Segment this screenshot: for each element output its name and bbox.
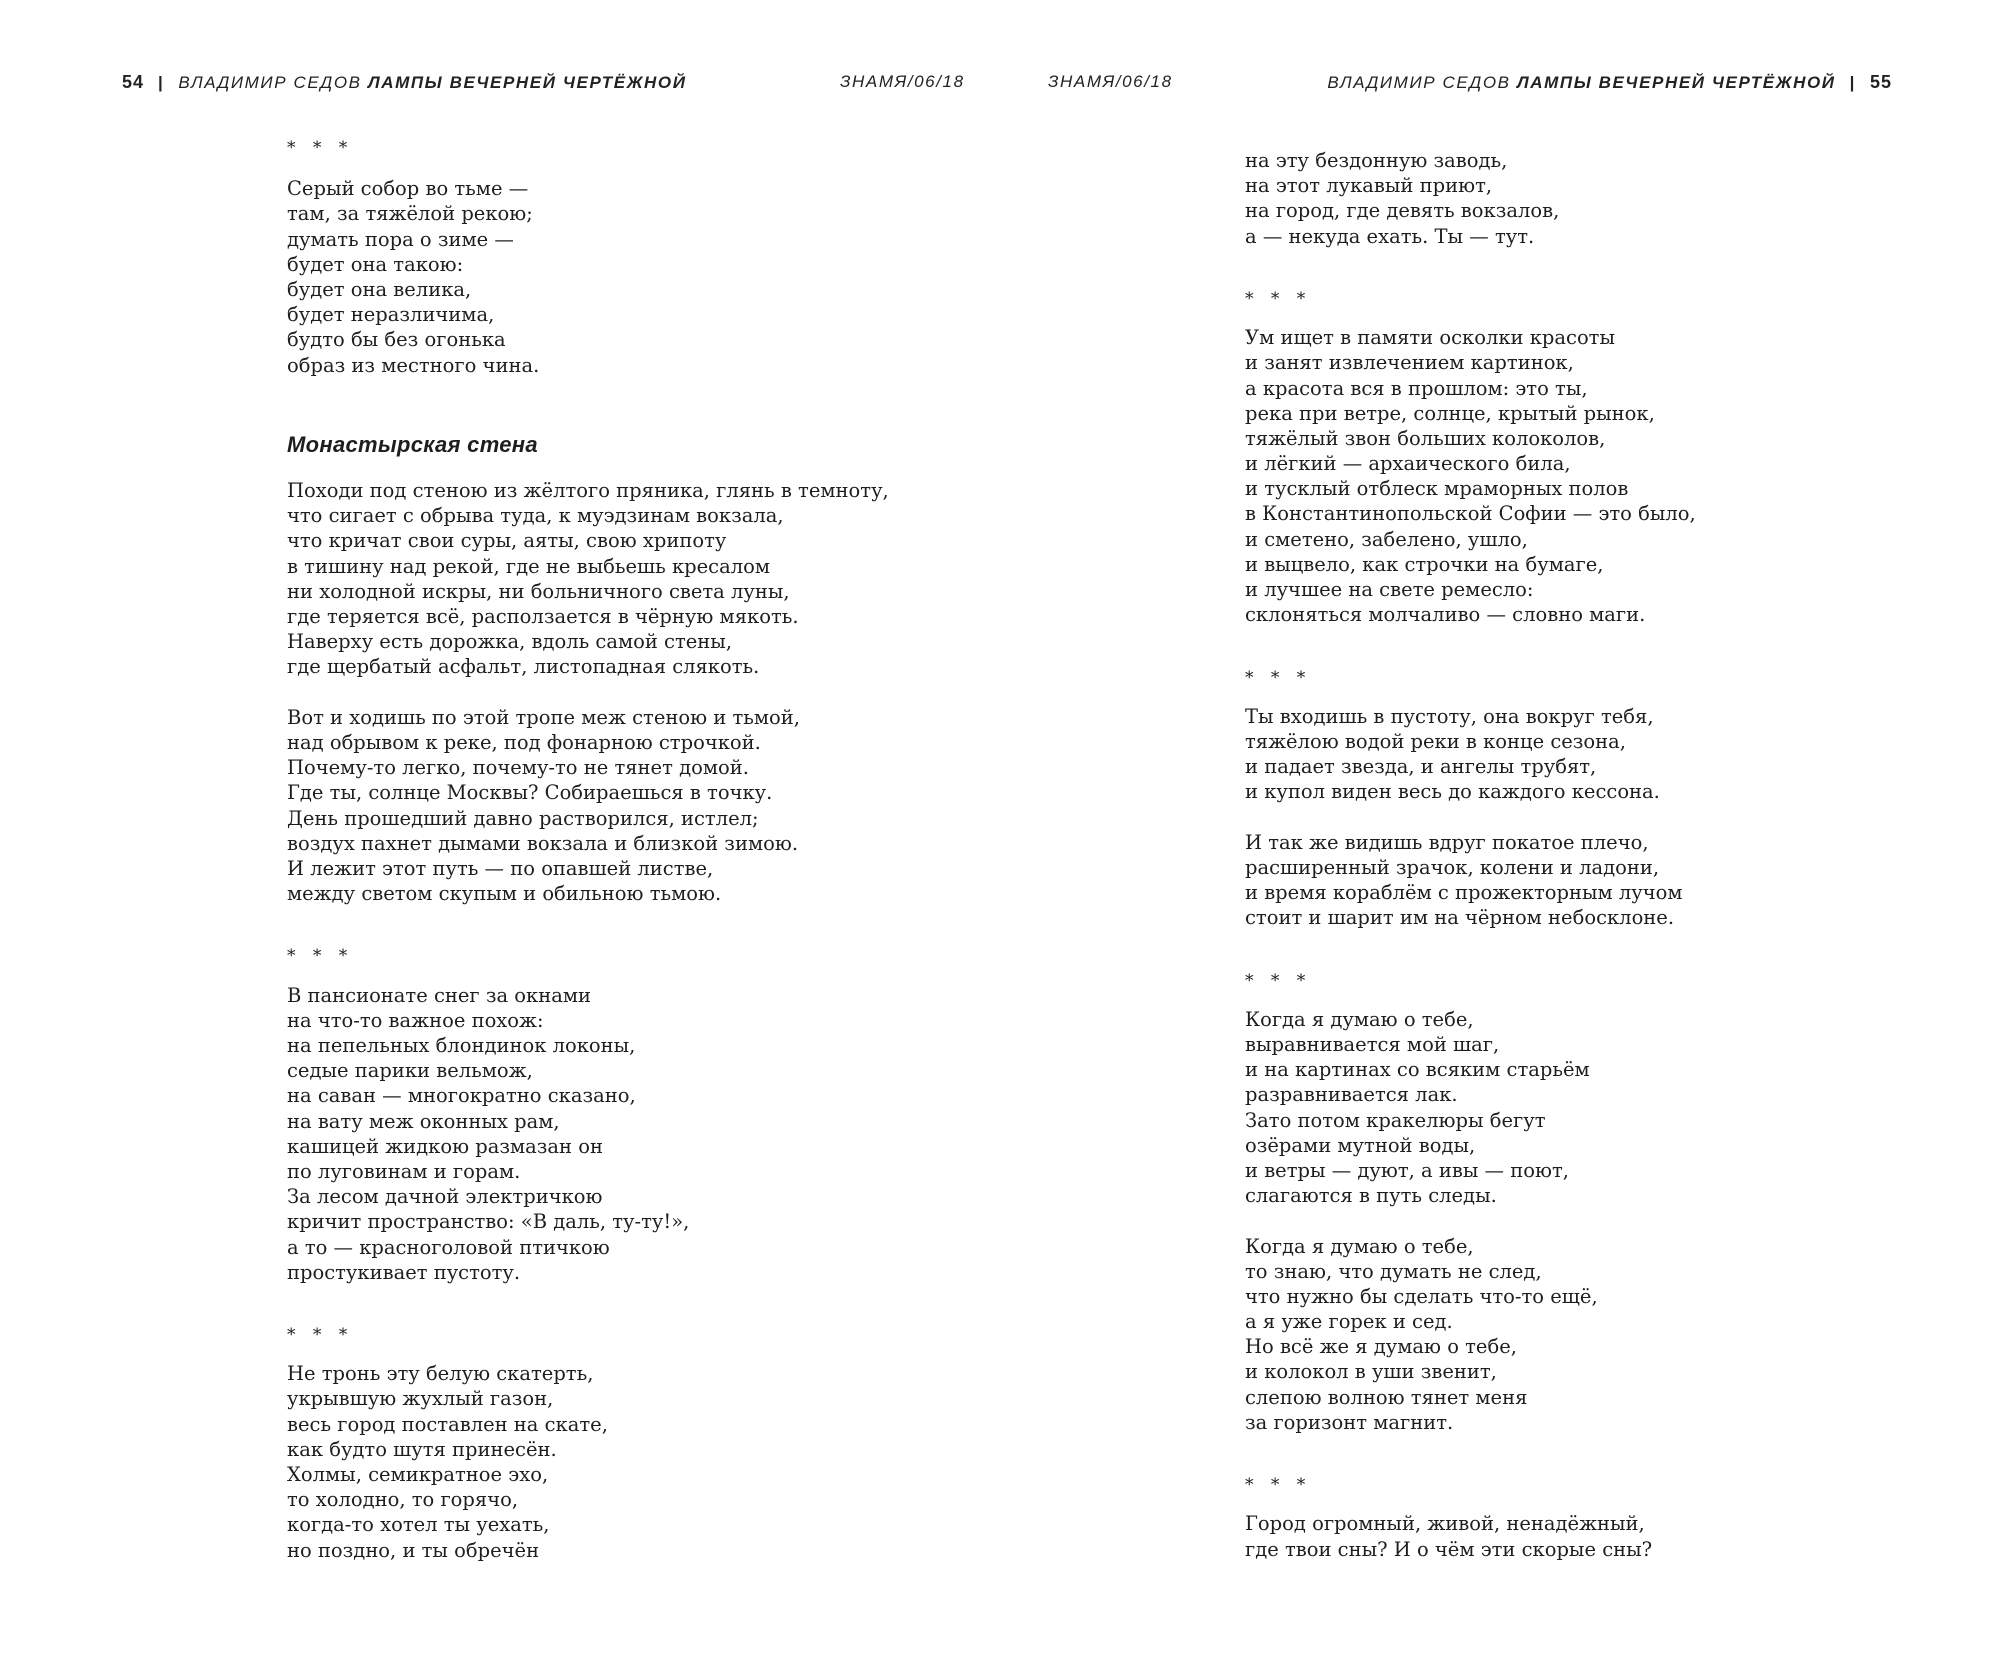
poem-line: а я уже горек и сед. <box>1245 1310 1453 1334</box>
poem-line: тяжёлою водой реки в конце сезона, <box>1245 729 1626 753</box>
stanza-gap <box>1245 627 1696 652</box>
poem-line: Где ты, солнце Москвы? Собираешься в точку. <box>287 781 773 805</box>
stanza-gap <box>287 1310 889 1323</box>
poem-line: то знаю, что думать не след, <box>1245 1259 1542 1283</box>
header-divider: | <box>158 73 165 92</box>
poem-line: Наверху есть дорожка, вдоль самой стены, <box>287 630 733 654</box>
header-divider: | <box>1849 73 1856 92</box>
header-title-right: ЛАМПЫ ВЕЧЕРНЕЙ ЧЕРТЁЖНОЙ <box>1516 73 1836 92</box>
poem-line: на саван — многократно сказано, <box>287 1084 636 1108</box>
stanza-gap <box>287 1285 889 1310</box>
poem-line: Не тронь эту белую скатерть, <box>287 1362 594 1386</box>
poem-line: разравнивается лак. <box>1245 1083 1458 1107</box>
poem-line: там, за тяжёлой рекою; <box>287 202 533 226</box>
poem-line: И так же видишь вдруг покатое плечо, <box>1245 830 1649 854</box>
poem-line: склоняться молчаливо — словно маги. <box>1245 603 1646 627</box>
poem-line: и лёгкий — архаического била, <box>1245 452 1571 476</box>
journal-issue-left: ЗНАМЯ/06/18 <box>840 72 965 91</box>
poem-line: Ты входишь в пустоту, она вокруг тебя, <box>1245 704 1654 728</box>
poem-line: то холодно, то горячо, <box>287 1488 519 1512</box>
poem-line: будто бы без огонька <box>287 328 506 352</box>
poem-line: образ из местного чина. <box>287 353 540 377</box>
stanza-gap <box>1245 956 1696 969</box>
poem-line: И лежит этот путь — по опавшей листве, <box>287 856 714 880</box>
page-number-right: 55 <box>1869 72 1892 92</box>
poem-line: между светом скупым и обильною тьмою. <box>287 882 722 906</box>
poem-line: на этот лукавый приют, <box>1245 174 1493 198</box>
left-page-column <box>287 136 889 1563</box>
poem-line: стоит и шарит им на чёрном небосклоне. <box>1245 906 1675 930</box>
stanza-gap <box>1245 274 1696 287</box>
poem-line: Серый собор во тьме — <box>287 177 529 201</box>
poem-line: тяжёлый звон больших колоколов, <box>1245 426 1606 450</box>
running-header-right <box>1327 72 1892 93</box>
section-separator: * * * <box>1245 667 1312 688</box>
stanza-gap <box>1245 1498 1696 1511</box>
poem-line: расширенный зрачок, колени и ладони, <box>1245 855 1660 879</box>
poem-line: где твои сны? И о чём эти скорые сны? <box>1245 1537 1653 1561</box>
poem-line: в тишину над рекой, где не выбьешь кресалом <box>287 554 771 578</box>
stanza-gap <box>1245 653 1696 666</box>
poem-line: озёрами мутной воды, <box>1245 1133 1476 1157</box>
stanza-gap <box>1245 691 1696 704</box>
poem-line: Когда я думаю о тебе, <box>1245 1007 1474 1031</box>
poem-line: укрывшую жухлый газон, <box>287 1387 554 1411</box>
section-separator: * * * <box>287 138 354 158</box>
header-author-right: ВЛАДИМИР СЕДОВ <box>1327 73 1511 92</box>
poem-line: седые парики вельмож, <box>287 1059 533 1083</box>
poem-line: где теряется всё, расползается в чёрную мякоть. <box>287 605 799 628</box>
poem-line: простукивает пустоту. <box>287 1260 521 1284</box>
poem-line: кричит пространство: «В даль, ту-ту!», <box>287 1210 690 1234</box>
stanza-gap <box>1245 805 1696 830</box>
stanza-gap <box>287 970 889 983</box>
section-separator: * * * <box>287 1325 354 1346</box>
poem-line: Почему-то легко, почему-то не тянет домой. <box>287 756 749 780</box>
poem-line: что сигает с обрыва туда, к муэдзинам вокзала, <box>287 504 784 528</box>
poem-line: кашицей жидкою размазан он <box>287 1134 603 1158</box>
poem-line: слагаются в путь следы. <box>1245 1184 1497 1208</box>
poem-line: что кричат свои суры, аяты, свою хрипоту <box>287 529 727 553</box>
stanza-gap <box>1245 312 1696 325</box>
poem-line: будет она такою: <box>287 252 464 276</box>
poem-line: в Константинопольской Софии — это было, <box>1245 502 1696 526</box>
stanza-gap <box>1245 1208 1696 1233</box>
poem-line: Город огромный, живой, ненадёжный, <box>1245 1512 1645 1536</box>
stanza-gap <box>1245 1435 1696 1460</box>
poem-line: Вот и ходишь по этой тропе меж стеною и тьмой, <box>287 705 800 729</box>
poem-line: на город, где девять вокзалов, <box>1245 199 1560 223</box>
poem-line: Зато потом кракелюры бегут <box>1245 1108 1546 1132</box>
poem-line: Когда я думаю о тебе, <box>1245 1234 1474 1258</box>
poem-line: и занят извлечением картинок, <box>1245 351 1574 375</box>
poem-line: и на картинах со всяким старьём <box>1245 1058 1590 1082</box>
poem-line: весь город поставлен на скате, <box>287 1412 608 1436</box>
poem-line: на вату меж оконных рам, <box>287 1109 560 1133</box>
poem-line: на эту бездонную заводь, <box>1245 149 1508 172</box>
poem-line: ни холодной искры, ни больничного света луны, <box>287 579 790 603</box>
journal-issue-right: ЗНАМЯ/06/18 <box>1048 72 1173 91</box>
stanza-gap <box>287 403 889 428</box>
poem-line: но поздно, и ты обречён <box>287 1538 540 1562</box>
section-separator: * * * <box>1245 1475 1312 1496</box>
poem-line: что нужно бы сделать что-то ещё, <box>1245 1284 1598 1308</box>
section-separator: * * * <box>287 946 354 967</box>
header-title-left: ЛАМПЫ ВЕЧЕРНЕЙ ЧЕРТЁЖНОЙ <box>367 73 687 92</box>
poem-line: В пансионате снег за окнами <box>287 983 592 1007</box>
poem-line: река при ветре, солнце, крытый рынок, <box>1245 401 1655 425</box>
stanza-gap <box>1245 994 1696 1007</box>
poem-line: и ветры — дуют, а ивы — поют, <box>1245 1158 1569 1182</box>
poem-line: Холмы, семикратное эхо, <box>287 1463 549 1486</box>
poem-line: Походи под стеною из жёлтого пряника, глянь в темноту, <box>287 479 889 503</box>
poem-line: и купол виден весь до каждого кессона. <box>1245 780 1660 804</box>
stanza-gap <box>1245 1460 1696 1473</box>
poem-line: воздух пахнет дымами вокзала и близкой зимою. <box>287 831 799 855</box>
poem-line: и время кораблём с прожекторным лучом <box>1245 881 1683 905</box>
stanza-gap <box>1245 249 1696 274</box>
poem-title: Монастырская стена <box>287 432 538 458</box>
running-header-left <box>122 72 687 93</box>
stanza-gap <box>287 1348 889 1361</box>
poem-line: и тусклый отблеск мраморных полов <box>1245 477 1629 501</box>
poem-line: За лесом дачной электричкою <box>287 1185 603 1209</box>
section-separator: * * * <box>1245 970 1312 991</box>
poem-line: будет неразличима, <box>287 303 495 327</box>
poem-line: за горизонт магнит. <box>1245 1410 1454 1434</box>
poem-line: над обрывом к реке, под фонарною строчкой. <box>287 730 761 754</box>
poem-line: как будто шутя принесён. <box>287 1437 557 1461</box>
poem-line: где щербатый асфальт, листопадная слякоть. <box>287 655 760 679</box>
poem-line: будет она велика, <box>287 277 472 301</box>
stanza-gap <box>1245 930 1696 955</box>
stanza-gap <box>287 931 889 944</box>
poem-line: а — некуда ехать. Ты — тут. <box>1245 224 1535 248</box>
poem-line: думать пора о зиме — <box>287 227 514 251</box>
stanza-gap <box>287 680 889 705</box>
poem-line: и выцвело, как строчки на бумаге, <box>1245 552 1604 576</box>
stanza-gap <box>287 906 889 931</box>
stanza-gap <box>287 378 889 403</box>
poem-line: а красота вся в прошлом: это ты, <box>1245 376 1588 400</box>
section-separator: * * * <box>1245 288 1312 309</box>
poem-line: и сметено, забелено, ушло, <box>1245 527 1528 551</box>
poem-line: и лучшее на свете ремесло: <box>1245 578 1534 601</box>
poem-line: Ум ищет в памяти осколки красоты <box>1245 326 1615 350</box>
poem-line: на что-то важное похож: <box>287 1008 544 1032</box>
poem-line: День прошедший давно растворился, истлел; <box>287 806 759 830</box>
poem-line: выравнивается мой шаг, <box>1245 1033 1500 1056</box>
page-number-left: 54 <box>122 72 145 92</box>
poem-line: а то — красноголовой птичкою <box>287 1235 610 1259</box>
poem-line: когда-то хотел ты уехать, <box>287 1513 550 1537</box>
poem-line: и колокол в уши звенит, <box>1245 1360 1497 1384</box>
header-author-left: ВЛАДИМИР СЕДОВ <box>178 73 362 92</box>
poem-line: Но всё же я думаю о тебе, <box>1245 1335 1517 1359</box>
poem-line: и падает звезда, и ангелы трубят, <box>1245 755 1597 779</box>
stanza-gap <box>287 161 889 176</box>
right-page-column <box>1245 148 1696 1562</box>
poem-line: по луговинам и горам. <box>287 1159 521 1183</box>
poem-line: на пепельных блондинок локоны, <box>287 1034 636 1057</box>
poem-line: слепою волною тянет меня <box>1245 1385 1528 1409</box>
